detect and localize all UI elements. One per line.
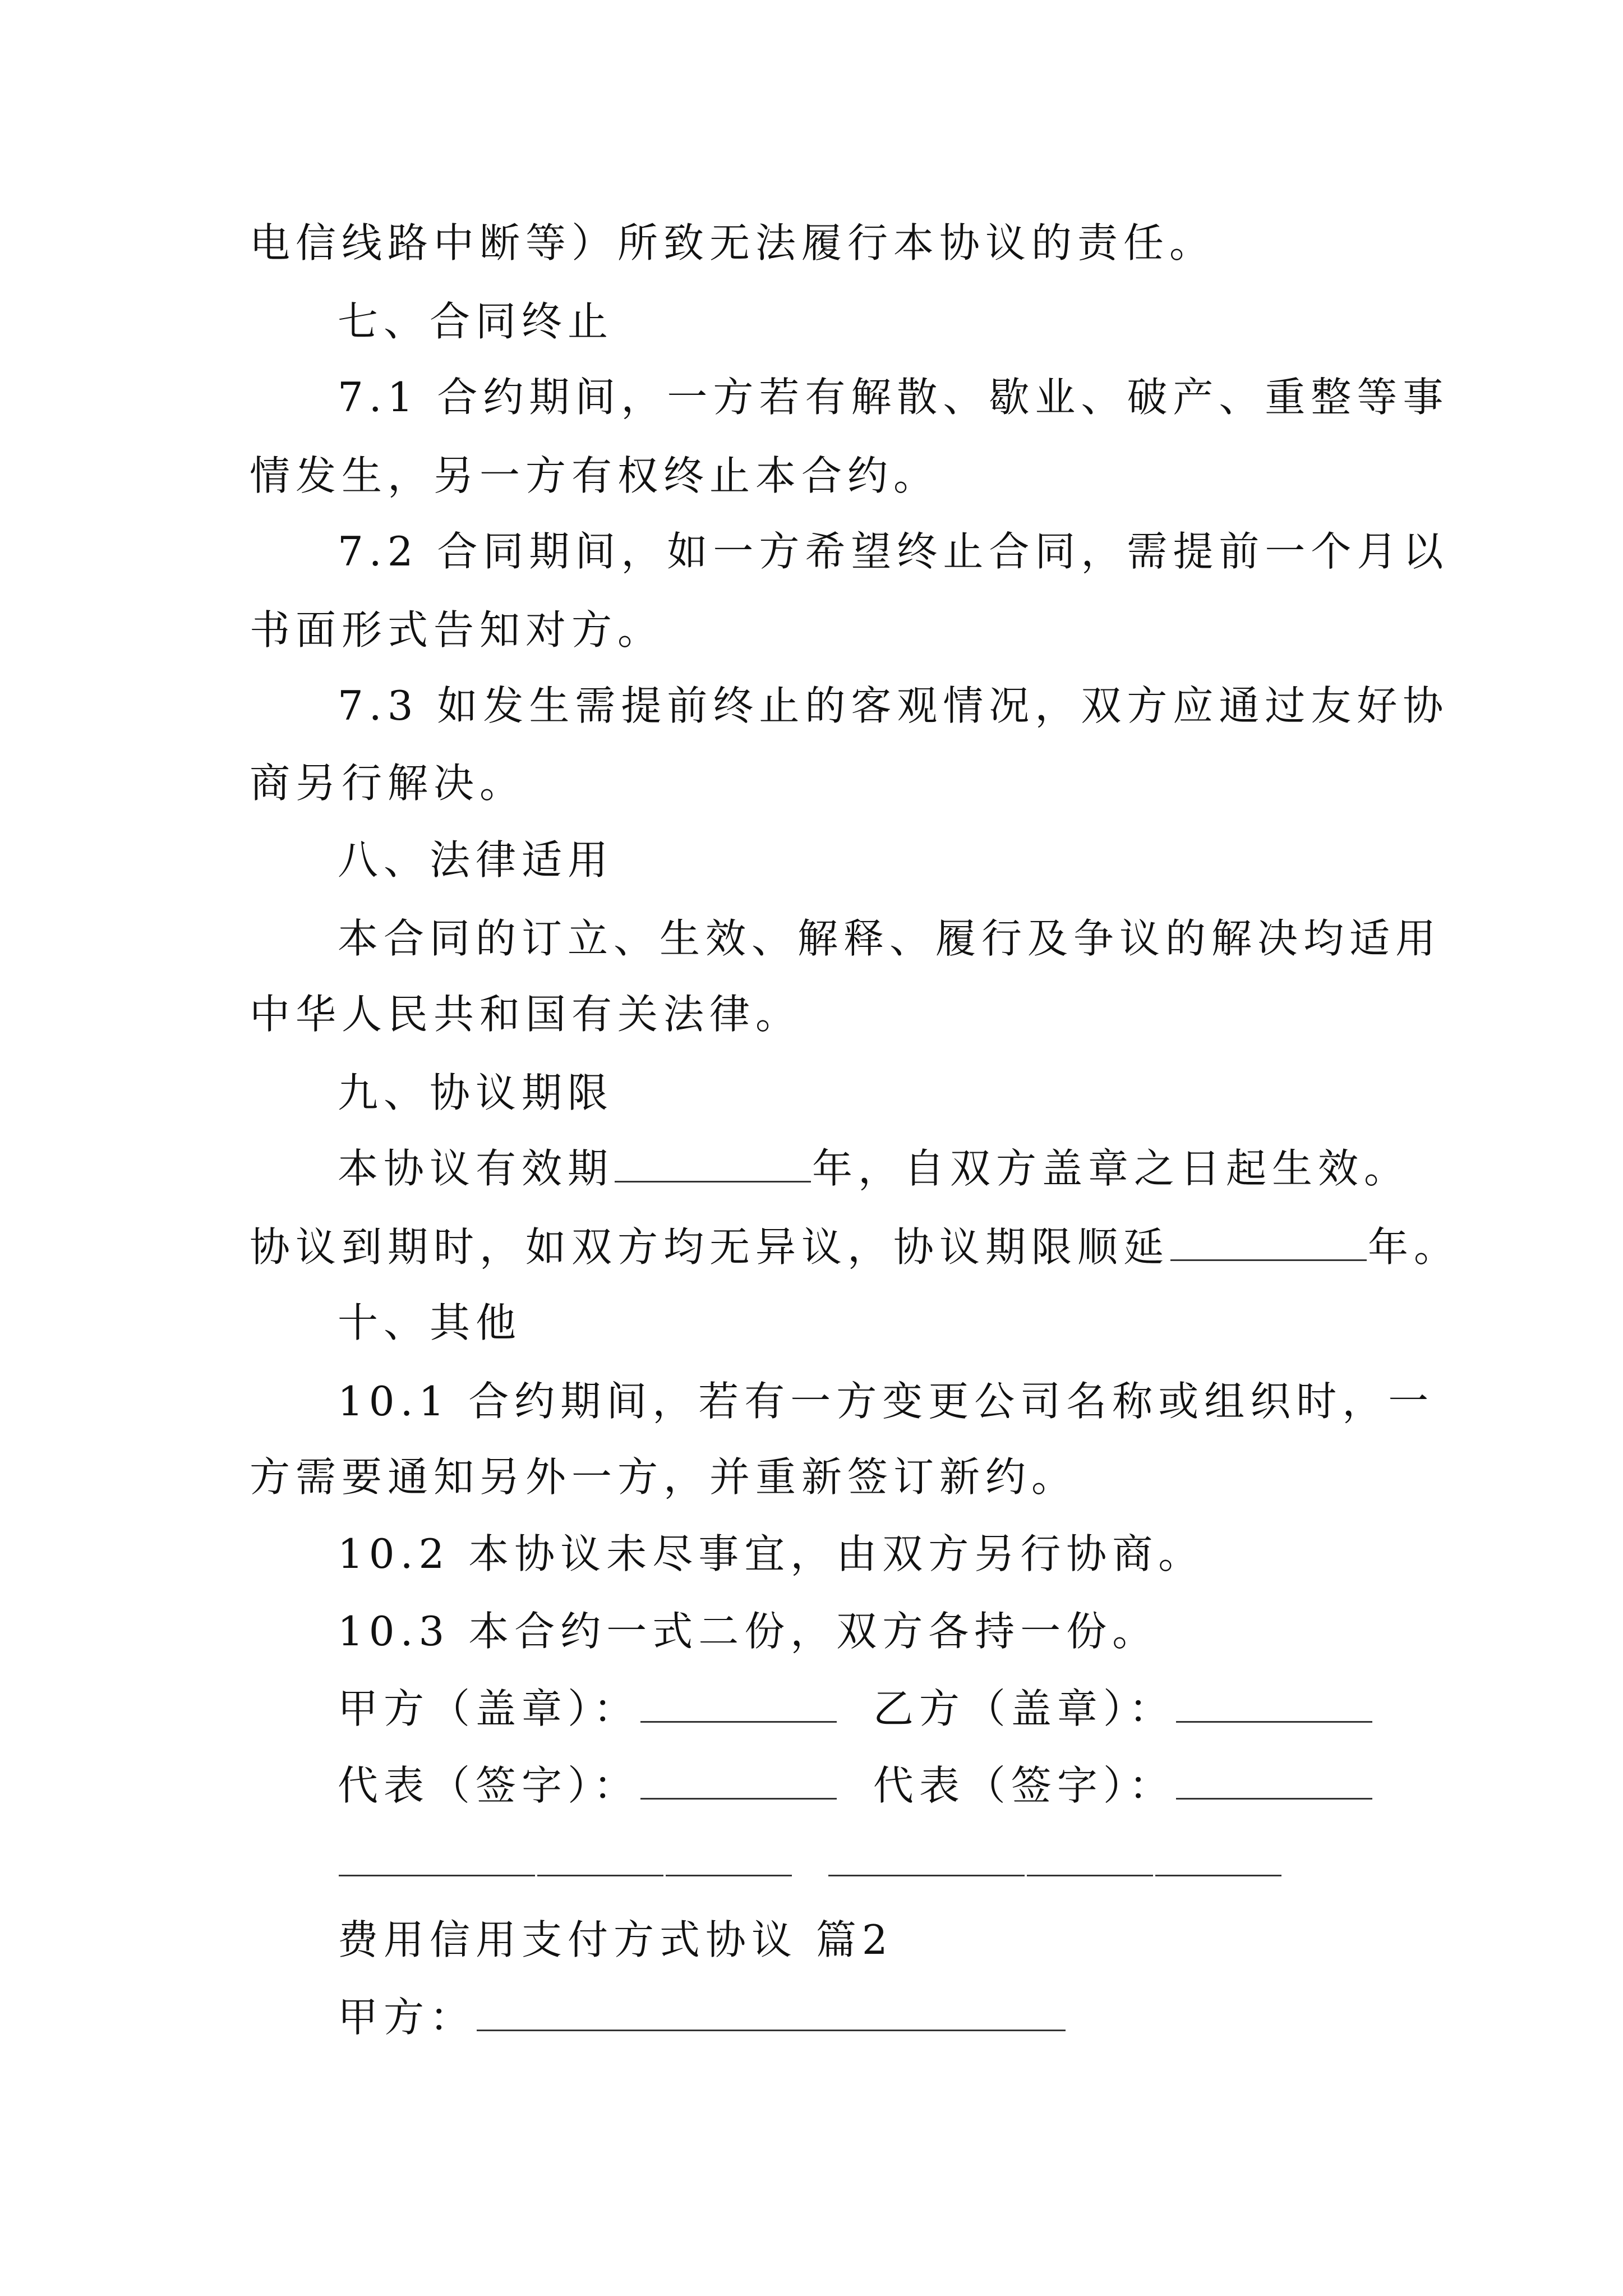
party-b-rep-label: 代表（签字）： xyxy=(873,1762,1175,1809)
party-b-day-blank[interactable] xyxy=(1155,1840,1281,1876)
party-a-label: 甲方： xyxy=(338,1994,476,2041)
term-line xyxy=(338,1142,1410,1195)
clause-7-2: 7.2 合同期间，如一方希望终止合同，需提前一个月以 xyxy=(338,528,1449,575)
party-a-seal-label: 甲方（盖章）： xyxy=(338,1685,640,1732)
date-line xyxy=(338,1835,1283,1889)
clause-10-1: 10.1 合约期间，若有一方变更公司名称或组织时，一 xyxy=(338,1378,1435,1425)
party-b-seal-label: 乙方（盖章）： xyxy=(873,1685,1175,1732)
term-text: 年，自双方盖章之日起生效。 xyxy=(812,1145,1410,1192)
clause-7-3: 7.3 如发生需提前终止的客观情况，双方应通过友好协 xyxy=(338,682,1449,729)
signature-line xyxy=(338,1759,1373,1812)
section-heading-10: 十、其他 xyxy=(338,1299,522,1346)
paragraph-line: 书面形式告知对方。 xyxy=(250,606,664,654)
section-heading-7: 七、合同终止 xyxy=(338,298,614,345)
section-heading-8: 八、法律适用 xyxy=(338,836,614,884)
seal-line xyxy=(338,1682,1373,1736)
paragraph-line: 方需要通知另外一方，并重新签订新约。 xyxy=(250,1453,1078,1501)
party-a-rep-label: 代表（签字）： xyxy=(338,1762,640,1809)
party-b-seal-blank[interactable] xyxy=(1176,1686,1372,1723)
party-a-line xyxy=(338,1990,1067,2044)
party-b-year-blank[interactable] xyxy=(828,1840,1025,1876)
section-heading-9: 九、协议期限 xyxy=(338,1069,614,1116)
clause-7-1: 7.1 合约期间，一方若有解散、歇业、破产、重整等事 xyxy=(338,374,1449,421)
paragraph-line: 电信线路中断等）所致无法履行本协议的责任。 xyxy=(250,219,1216,266)
term-years-blank[interactable] xyxy=(615,1146,811,1182)
clause-10-2: 10.2 本协议未尽事宜，由双方另行协商。 xyxy=(338,1530,1205,1577)
party-b-rep-blank[interactable] xyxy=(1176,1763,1372,1800)
party-a-seal-blank[interactable] xyxy=(640,1686,837,1723)
renewal-years-blank[interactable] xyxy=(1170,1225,1367,1261)
party-b-month-blank[interactable] xyxy=(1027,1840,1153,1876)
paragraph-line: 情发生，另一方有权终止本合约。 xyxy=(250,452,940,499)
renewal-unit: 年。 xyxy=(1368,1223,1460,1271)
party-a-month-blank[interactable] xyxy=(537,1840,663,1876)
term-label: 本协议有效期 xyxy=(338,1145,614,1192)
party-a-day-blank[interactable] xyxy=(666,1840,792,1876)
renewal-label: 协议到期时，如双方均无异议，协议期限顺延 xyxy=(250,1223,1170,1271)
clause-10-3: 10.3 本合约一式二份，双方各持一份。 xyxy=(338,1608,1159,1655)
party-a-name-blank[interactable] xyxy=(477,1995,1066,2031)
paragraph-line: 本合同的订立、生效、解释、履行及争议的解决均适用 xyxy=(338,915,1442,962)
party-a-year-blank[interactable] xyxy=(339,1840,535,1876)
renewal-line xyxy=(250,1220,1460,1274)
party-a-rep-blank[interactable] xyxy=(640,1763,837,1800)
paragraph-line: 商另行解决。 xyxy=(250,760,526,807)
paragraph-line: 中华人民共和国有关法律。 xyxy=(250,991,802,1038)
second-agreement-title: 费用信用支付方式协议 篇2 xyxy=(338,1916,893,1963)
